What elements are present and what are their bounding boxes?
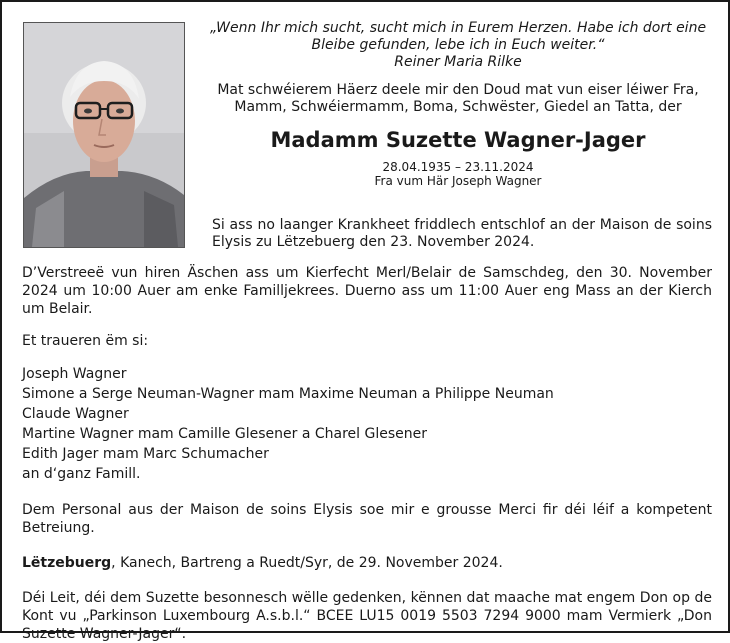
portrait-photo xyxy=(23,22,185,248)
deceased-name: Madamm Suzette Wagner-Jager xyxy=(270,128,646,152)
life-dates: 28.04.1935 – 23.11.2024 xyxy=(382,160,534,174)
quote-line: Bleibe gefunden, lebe ich in Euch weiter.“ xyxy=(311,37,605,53)
intro-line: Mat schwéierem Häerz deele mir den Doud mat vun eiser léiwer Fra, xyxy=(217,82,699,98)
mourners-intro: Et traueren ëm si: xyxy=(22,333,149,349)
rilke-quote xyxy=(198,20,718,71)
funeral-paragraph: D’Verstreeë vun hiren Äschen ass um Kierfecht Merl/Belair de Samschdeg, den 30. November 2024 um 10:00 Auer am enke Familljekrees. Duerno ass um 11:00 Auer eng Mass an der Kierch um Belair. xyxy=(22,265,712,317)
mourner-item: Simone a Serge Neuman-Wagner mam Maxime Neuman a Philippe Neuman xyxy=(22,386,554,402)
quote-author: Reiner Maria Rilke xyxy=(394,54,522,70)
spouse-line: Fra vum Här Joseph Wagner xyxy=(374,174,542,188)
quote-line: „Wenn Ihr mich sucht, sucht mich in Eurem Herzen. Habe ich dort eine xyxy=(209,20,707,36)
mourner-item: an d‘ganz Famill. xyxy=(22,466,141,482)
mourners-list xyxy=(22,364,712,484)
place-date-line xyxy=(22,554,712,572)
donation-paragraph: Déi Leit, déi dem Suzette besonnesch wëlle gedenken, kënnen dat maache mat engem Don op de Kont vu „Parkinson Luxembourg A.s.b.l.“ BCEE LU15 0019 5503 7294 9000 mam Vermierk „Don Suzette Wagner-Jager“. xyxy=(22,590,712,642)
life-dates-block xyxy=(198,160,718,188)
place-name: Lëtzebuerg xyxy=(22,555,112,571)
notice-body xyxy=(22,264,712,643)
place-date-rest: , Kanech, Bartreng a Ruedt/Syr, de 29. November 2024. xyxy=(111,555,503,571)
mourner-item: Martine Wagner mam Camille Glesener a Charel Glesener xyxy=(22,426,427,442)
mourner-item: Edith Jager mam Marc Schumacher xyxy=(22,446,269,462)
announcement-intro xyxy=(198,82,718,116)
mourner-item: Joseph Wagner xyxy=(22,366,127,382)
mourner-item: Claude Wagner xyxy=(22,406,129,422)
thanks-paragraph: Dem Personal aus der Maison de soins Elysis soe mir e grousse Merci fir déi léif a kompetent Betreiung. xyxy=(22,502,712,536)
death-paragraph: Si ass no laanger Krankheet friddlech entschlof an der Maison de soins Elysis zu Lëtzebuerg den 23. November 2024. xyxy=(212,217,712,250)
intro-line: Mamm, Schwéiermamm, Boma, Schwëster, Giedel an Tatta, der xyxy=(234,99,682,115)
